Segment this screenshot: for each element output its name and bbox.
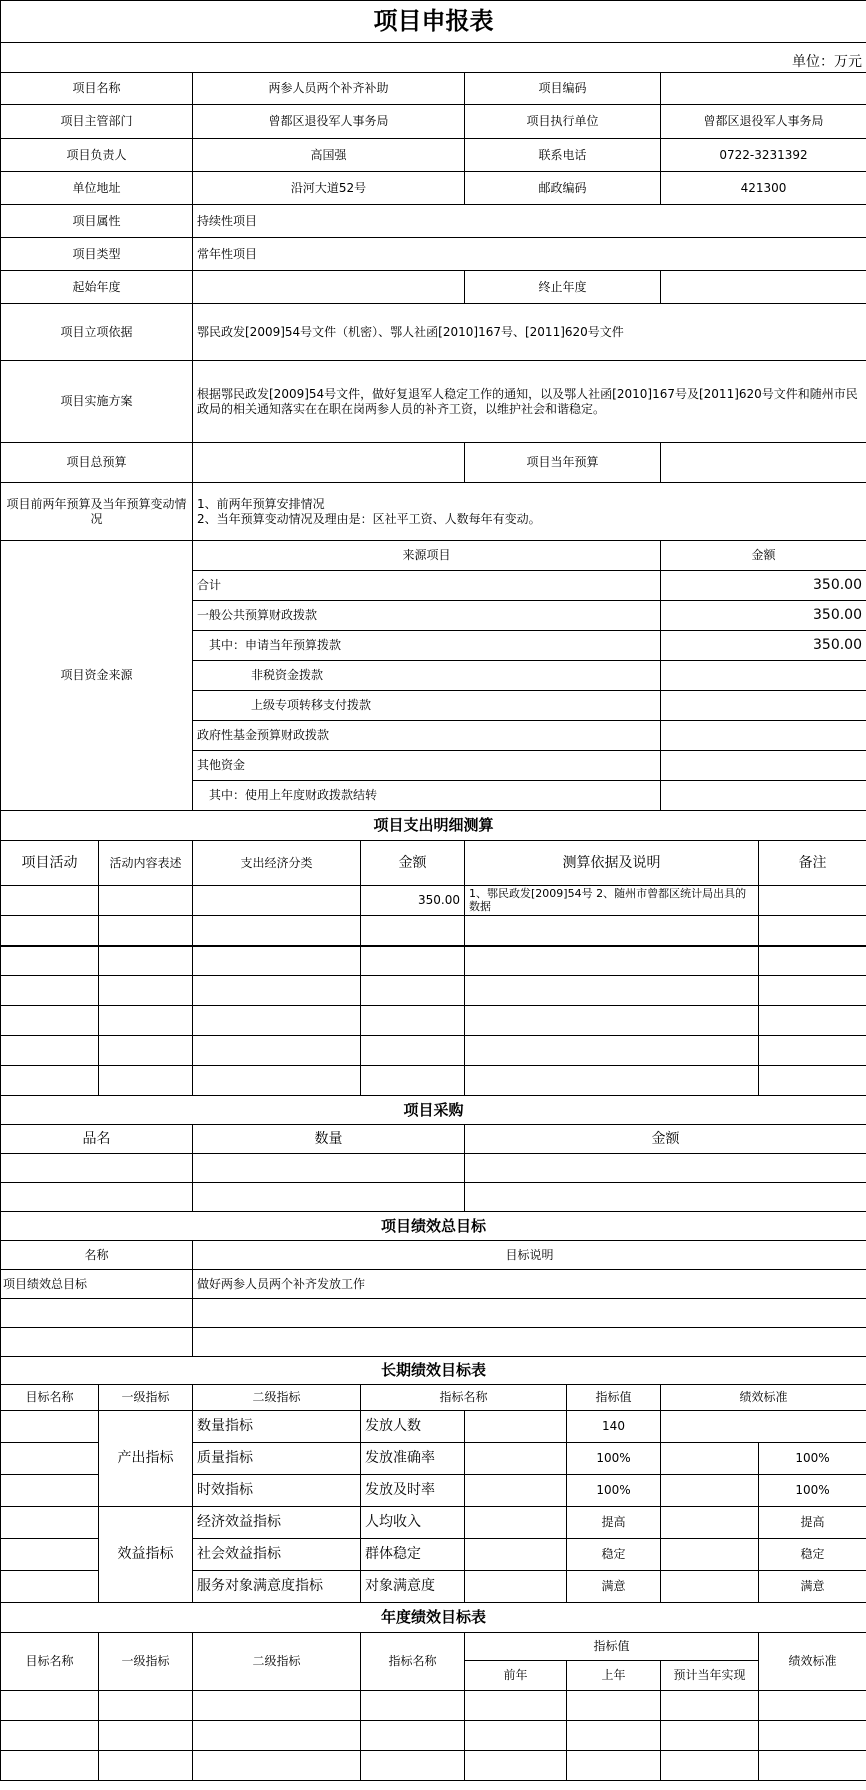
long-header-indicator: 指标名称 (361, 1385, 567, 1411)
project-code-label: 项目编码 (465, 73, 661, 105)
long-row-standard: 满意 (759, 1571, 866, 1603)
expense-header-amount: 金额 (361, 841, 465, 886)
long-row-level2: 经济效益指标 (193, 1507, 361, 1539)
long-header-level2: 二级指标 (193, 1385, 361, 1411)
funding-row-amount (661, 751, 866, 781)
long-term-section-title: 长期绩效目标表 (1, 1357, 866, 1385)
annual-header-standard: 绩效标准 (759, 1633, 866, 1691)
funding-row-amount (661, 661, 866, 691)
procure-header-name: 品名 (1, 1125, 193, 1154)
expense-cell (99, 886, 193, 916)
start-year-value (193, 271, 465, 304)
annual-header-expect: 预计当年实现 (661, 1661, 759, 1691)
long-row-value: 140 (567, 1411, 661, 1443)
long-row-standard: 100% (759, 1475, 866, 1507)
expense-header-note: 备注 (759, 841, 866, 886)
funding-row-label: 合计 (193, 571, 661, 601)
type-value: 常年性项目 (193, 238, 866, 271)
unit-label: 单位：万元 (1, 43, 866, 73)
funding-row-amount (661, 721, 866, 751)
zip-label: 邮政编码 (465, 172, 661, 205)
long-row-value: 满意 (567, 1571, 661, 1603)
funding-row-label: 一般公共预算财政拨款 (193, 601, 661, 631)
budget-change-line-1: 1、前两年预算安排情况 (197, 496, 325, 511)
funding-row-label: 非税资金拨款 (193, 661, 661, 691)
owner-label: 项目负责人 (1, 139, 193, 172)
funding-row-amount (661, 691, 866, 721)
attr-value: 持续性项目 (193, 205, 866, 238)
long-row-value: 提高 (567, 1507, 661, 1539)
long-header-value: 指标值 (567, 1385, 661, 1411)
plan-value: 根据鄂民政发[2009]54号文件，做好复退军人稳定工作的通知，以及鄂人社函[2010]167号及[2011]620号文件和随州市民政局的相关通知落实在在职在岗两参人员的补齐工资，以维护社会和谐稳定。 (193, 361, 866, 443)
expense-section-title: 项目支出明细测算 (1, 811, 866, 841)
expense-amount: 350.00 (361, 886, 465, 916)
long-row-name: 发放及时率 (361, 1475, 465, 1507)
funding-row-amount: 350.00 (661, 631, 866, 661)
start-year-label: 起始年度 (1, 271, 193, 304)
annual-header-level1: 一级指标 (99, 1633, 193, 1691)
long-row-level2: 质量指标 (193, 1443, 361, 1475)
form-title: 项目申报表 (1, 1, 866, 43)
long-row-level2: 数量指标 (193, 1411, 361, 1443)
attr-label: 项目属性 (1, 205, 193, 238)
total-budget-value (193, 443, 465, 483)
long-group-output: 产出指标 (99, 1411, 193, 1507)
funding-row-amount: 350.00 (661, 601, 866, 631)
funding-amount-header: 金额 (661, 541, 866, 571)
funding-source-header: 来源项目 (193, 541, 661, 571)
long-group-benefit: 效益指标 (99, 1507, 193, 1603)
long-row-value: 100% (567, 1443, 661, 1475)
zip-value: 421300 (661, 172, 866, 205)
expense-basis: 1、鄂民政发[2009]54号 2、随州市曾都区统计局出具的数据 (465, 886, 759, 916)
long-row-value: 稳定 (567, 1539, 661, 1571)
perf-total-section-title: 项目绩效总目标 (1, 1212, 866, 1241)
address-value: 沿河大道52号 (193, 172, 465, 205)
dept-label: 项目主管部门 (1, 105, 193, 139)
annual-header-indicator: 指标名称 (361, 1633, 465, 1691)
long-row-name: 对象满意度 (361, 1571, 465, 1603)
procure-section-title: 项目采购 (1, 1096, 866, 1125)
long-row-name: 发放人数 (361, 1411, 465, 1443)
procure-header-amount: 金额 (465, 1125, 866, 1154)
perf-total-header-name: 名称 (1, 1241, 193, 1270)
basis-label: 项目立项依据 (1, 304, 193, 361)
long-header-standard: 绩效标准 (661, 1385, 866, 1411)
end-year-value (661, 271, 866, 304)
phone-label: 联系电话 (465, 139, 661, 172)
perf-total-row-name: 项目绩效总目标 (1, 1270, 193, 1299)
annual-header-target: 目标名称 (1, 1633, 99, 1691)
long-header-level1: 一级指标 (99, 1385, 193, 1411)
funding-row-amount (661, 781, 866, 811)
perf-total-header-desc: 目标说明 (193, 1241, 866, 1270)
total-budget-label: 项目总预算 (1, 443, 193, 483)
long-row-name: 人均收入 (361, 1507, 465, 1539)
funding-label: 项目资金来源 (1, 541, 193, 811)
end-year-label: 终止年度 (465, 271, 661, 304)
project-name-label: 项目名称 (1, 73, 193, 105)
long-row-standard: 稳定 (759, 1539, 866, 1571)
annual-header-level2: 二级指标 (193, 1633, 361, 1691)
long-row-level2: 时效指标 (193, 1475, 361, 1507)
expense-header-content: 活动内容表述 (99, 841, 193, 886)
year-budget-value (661, 443, 866, 483)
procure-header-qty: 数量 (193, 1125, 465, 1154)
address-label: 单位地址 (1, 172, 193, 205)
long-row-value: 100% (567, 1475, 661, 1507)
exec-unit-value: 曾都区退役军人事务局 (661, 105, 866, 139)
funding-row-amount: 350.00 (661, 571, 866, 601)
budget-change-label: 项目前两年预算及当年预算变动情况 (1, 483, 193, 541)
basis-value: 鄂民政发[2009]54号文件（机密）、鄂人社函[2010]167号、[2011]620号文件 (193, 304, 866, 361)
type-label: 项目类型 (1, 238, 193, 271)
long-header-target: 目标名称 (1, 1385, 99, 1411)
exec-unit-label: 项目执行单位 (465, 105, 661, 139)
expense-cell (759, 886, 866, 916)
expense-header-econ: 支出经济分类 (193, 841, 361, 886)
owner-value: 高国强 (193, 139, 465, 172)
funding-row-label: 其中：申请当年预算拨款 (193, 631, 661, 661)
long-row-standard: 100% (759, 1443, 866, 1475)
project-name-value: 两参人员两个补齐补助 (193, 73, 465, 105)
annual-header-prev1: 上年 (567, 1661, 661, 1691)
perf-total-row-desc: 做好两参人员两个补齐发放工作 (193, 1270, 866, 1299)
annual-header-prev2: 前年 (465, 1661, 567, 1691)
annual-section-title: 年度绩效目标表 (1, 1603, 866, 1633)
year-budget-label: 项目当年预算 (465, 443, 661, 483)
plan-label: 项目实施方案 (1, 361, 193, 443)
long-row-level2: 服务对象满意度指标 (193, 1571, 361, 1603)
expense-cell (193, 886, 361, 916)
budget-change-value (193, 483, 866, 541)
long-row-name: 发放准确率 (361, 1443, 465, 1475)
long-row-standard (661, 1411, 866, 1443)
expense-header-activity: 项目活动 (1, 841, 99, 886)
budget-change-line-2: 2、当年预算变动情况及理由是：区社平工资、人数每年有变动。 (197, 511, 541, 526)
expense-header-basis: 测算依据及说明 (465, 841, 759, 886)
funding-row-label: 其中：使用上年度财政拨款结转 (193, 781, 661, 811)
expense-cell (1, 886, 99, 916)
funding-row-label: 其他资金 (193, 751, 661, 781)
annual-header-value: 指标值 (465, 1633, 759, 1661)
long-row-standard: 提高 (759, 1507, 866, 1539)
long-row-level2: 社会效益指标 (193, 1539, 361, 1571)
long-row-name: 群体稳定 (361, 1539, 465, 1571)
funding-row-label: 上级专项转移支付拨款 (193, 691, 661, 721)
project-code-value (661, 73, 866, 105)
dept-value: 曾都区退役军人事务局 (193, 105, 465, 139)
funding-row-label: 政府性基金预算财政拨款 (193, 721, 661, 751)
phone-value: 0722-3231392 (661, 139, 866, 172)
